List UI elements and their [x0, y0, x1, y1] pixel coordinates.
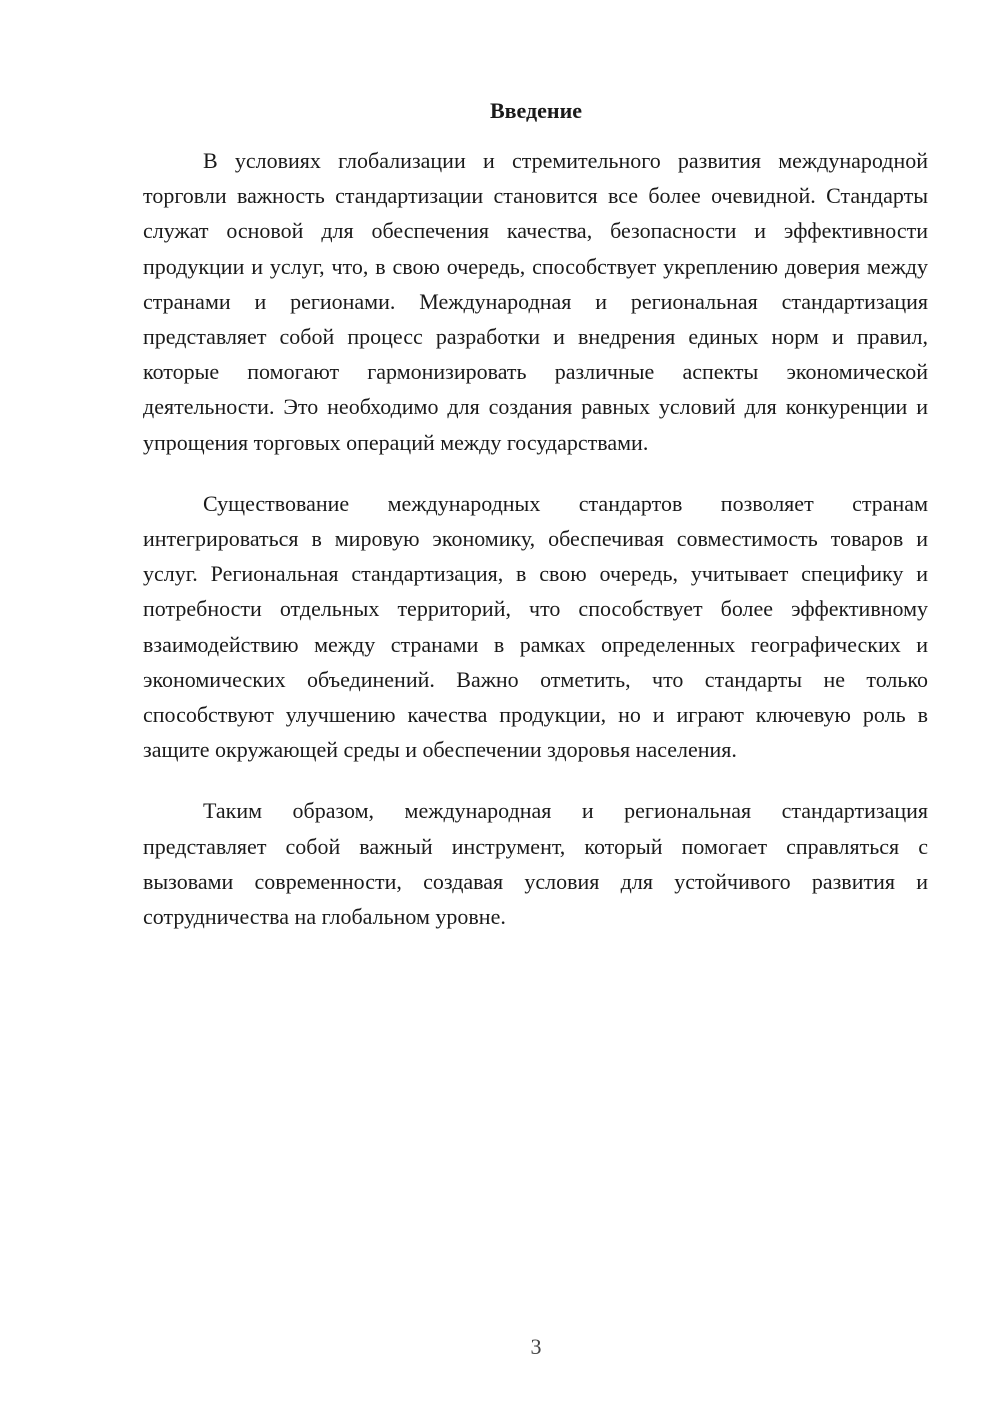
- page-title: Введение: [489, 98, 583, 123]
- document-body: [143, 143, 928, 960]
- paragraph-1: В условиях глобализации и стремительного развития международной торговли важность стандартизации становится все более очевидной. Стандарты служат основой для обеспечения качества, безопасности и эффективности продукции и услуг, что, в свою очередь, способствует укреплению доверия между странами и регионами. Международная и региональная стандартизация представляет собой процесс разработки и внедрения единых норм и правил, которые помогают гармонизировать различные аспекты экономической деятельности. Это необходимо для создания равных условий для конкуренции и упрощения торговых операций между государствами.: [143, 148, 928, 455]
- paragraph-2: Существование международных стандартов позволяет странам интегрироваться в мировую экономику, обеспечивая совместимость товаров и услуг. Региональная стандартизация, в свою очередь, учитывает специфику и потребности отдельных территорий, что способствует более эффективному взаимодействию между странами в рамках определенных географических и экономических объединений. Важно отметить, что стандарты не только способствуют улучшению качества продукции, но и играют ключевую роль в защите окружающей среды и обеспечении здоровья населения.: [143, 490, 928, 763]
- paragraph-3: Таким образом, международная и региональная стандартизация представляет собой важный инструмент, который помогает справляться с вызовами современности, создавая условия для устойчивого развития и сотрудничества на глобальном уровне.: [143, 798, 928, 930]
- page-number: 3: [530, 1334, 542, 1359]
